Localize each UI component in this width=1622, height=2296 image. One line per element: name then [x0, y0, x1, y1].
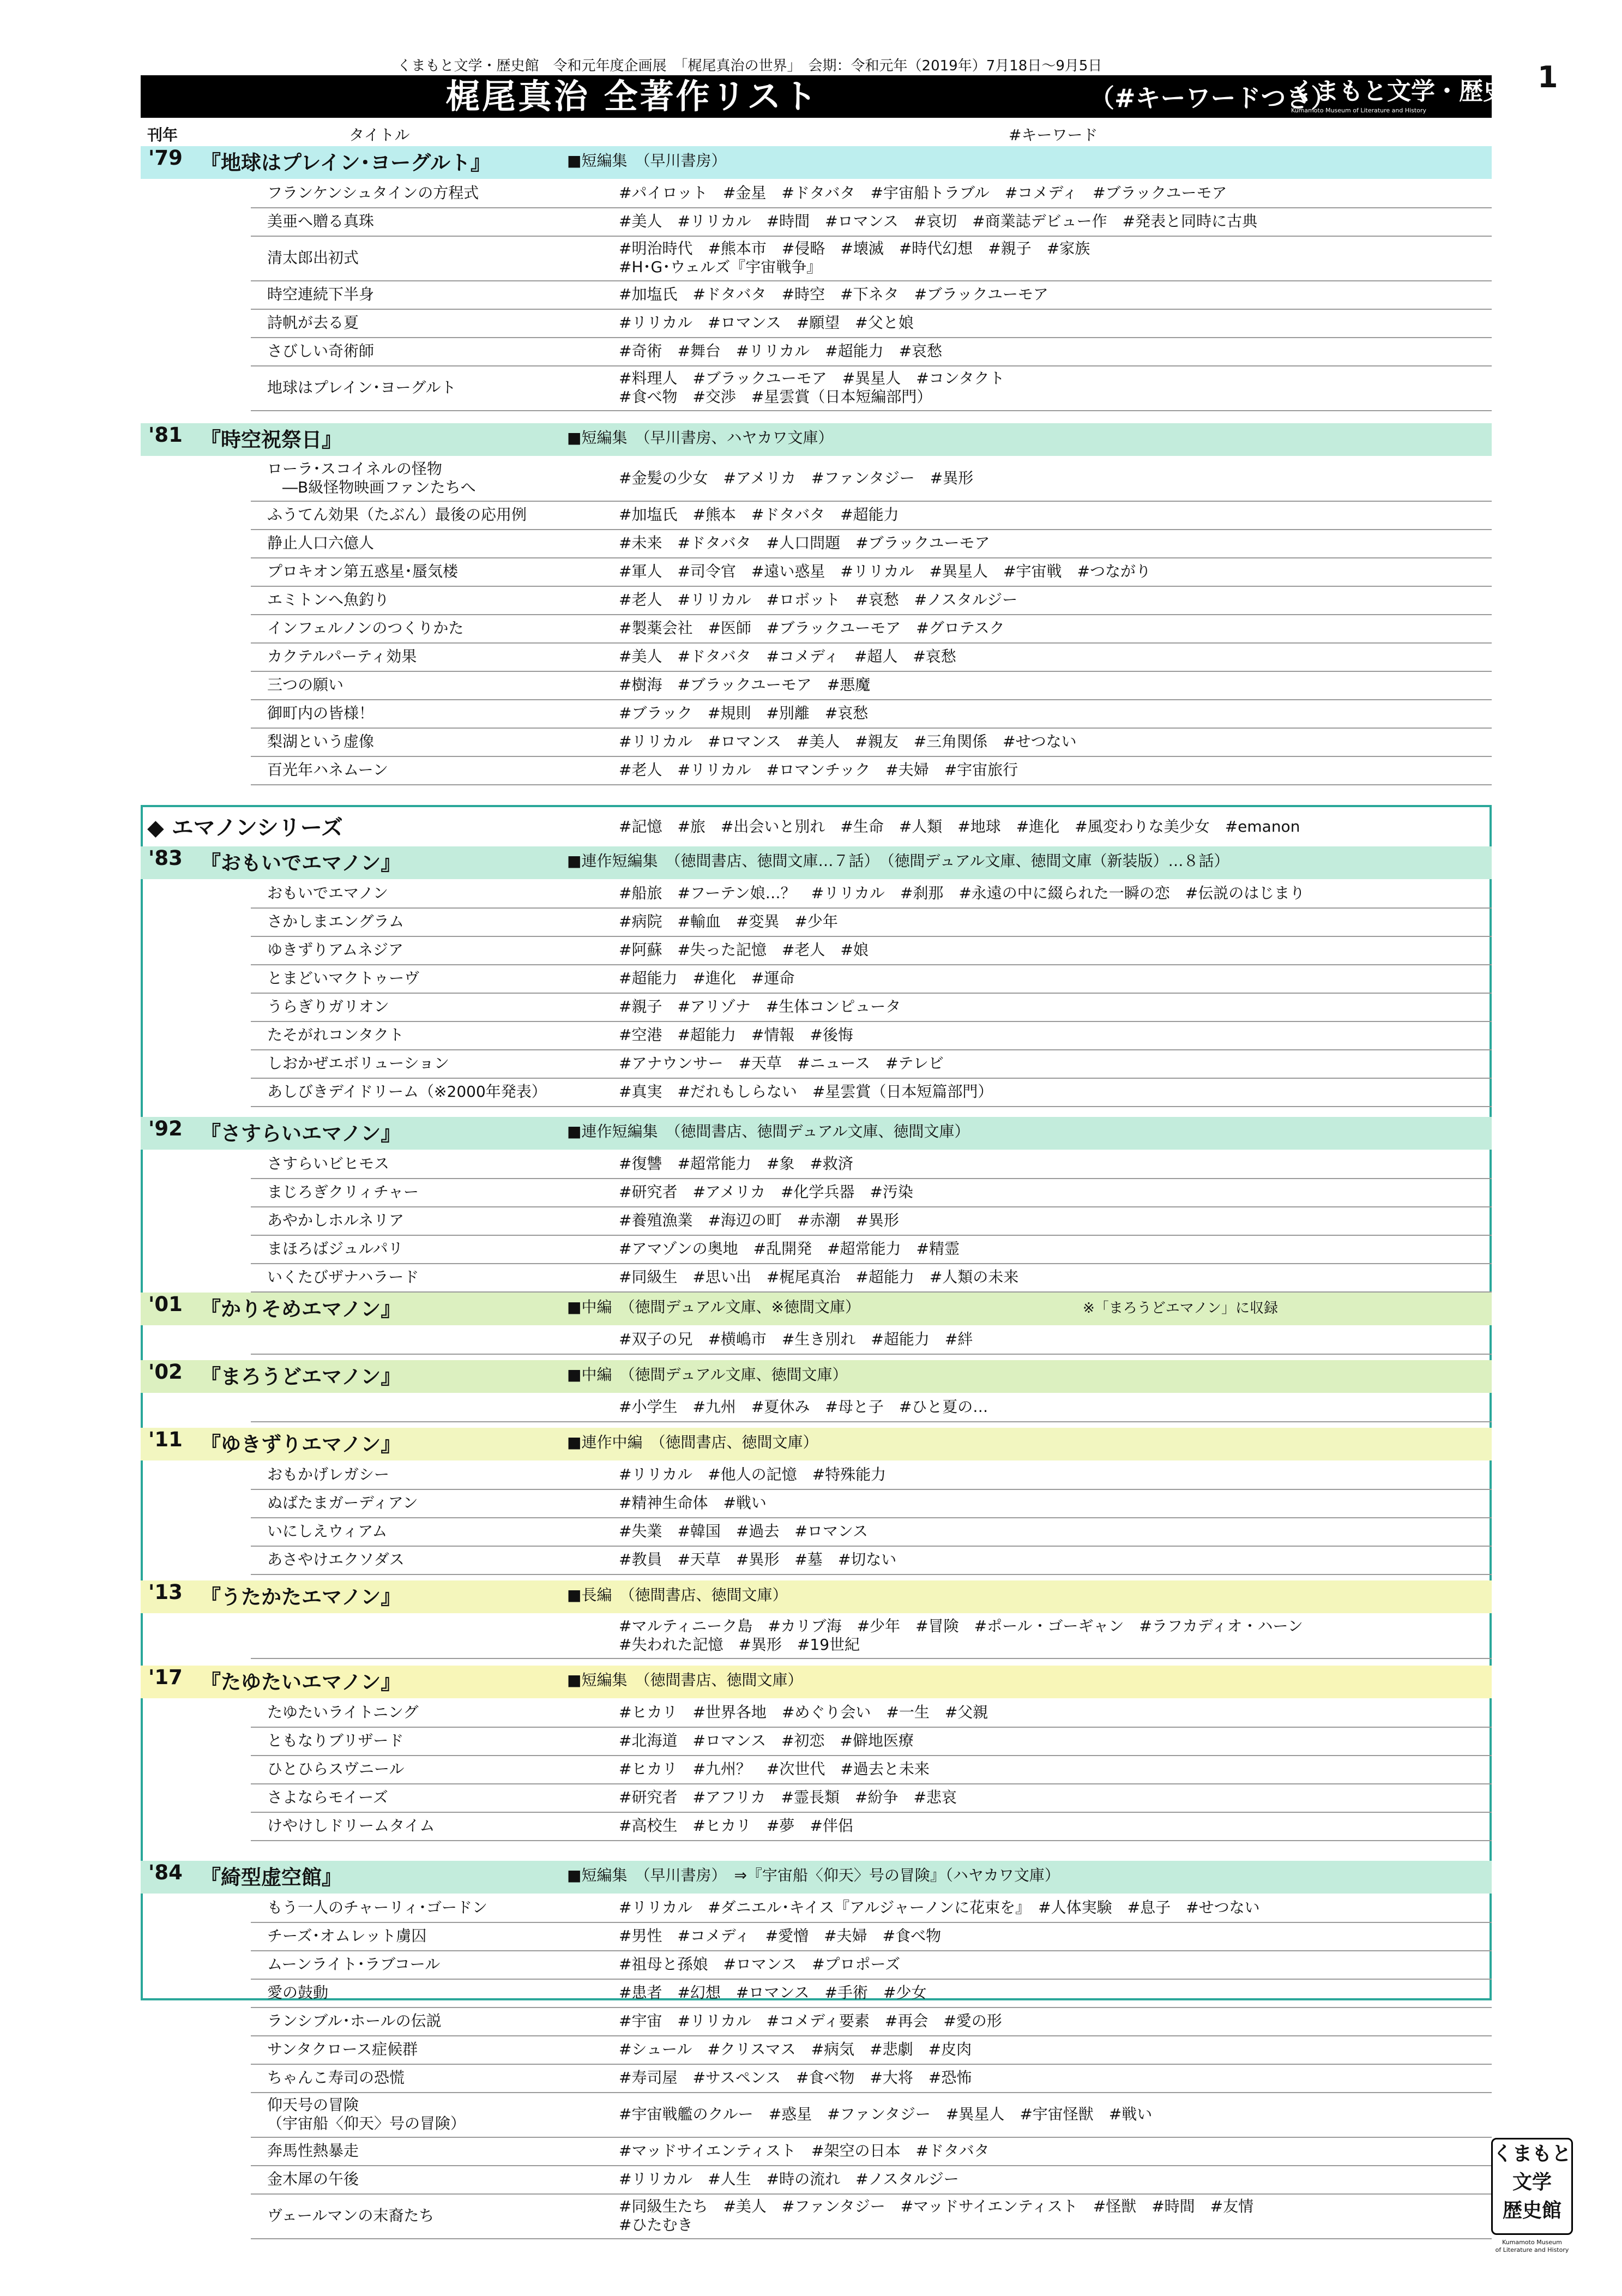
story-keywords: #リリカル #ダニエル･キイス『アルジャーノンに花束を』 #人体実験 #息子 #せつない	[619, 1898, 1260, 1916]
story-keywords: #リリカル #他人の記憶 #特殊能力	[619, 1465, 887, 1483]
series-title: ◆ エマノンシリーズ	[147, 815, 343, 840]
section-publisher-note: ■短編集 （徳間書店、徳間文庫）	[567, 1671, 803, 1689]
story-keywords: #男性 #コメディ #愛憎 #夫婦 #食べ物	[619, 1927, 942, 1945]
story-title: けやけしドリームタイム	[267, 1817, 435, 1835]
story-title: 詩帆が去る夏	[267, 314, 359, 332]
story-keywords: #リリカル #人生 #時の流れ #ノスタルジー	[619, 2170, 959, 2188]
story-row	[251, 309, 1492, 338]
story-row	[251, 964, 1492, 994]
section-year: '11	[148, 1428, 183, 1451]
story-row	[251, 728, 1492, 757]
story-title: さびしい奇術師	[267, 342, 375, 360]
story-keywords: #同級生 #思い出 #梶尾真治 #超能力 #人類の未来	[619, 1268, 1019, 1286]
story-title: たゆたいライトニング	[267, 1703, 419, 1721]
story-keywords: #加塩氏 #ドタバタ #時空 #下ネタ #ブラックユーモア	[619, 285, 1048, 303]
story-keywords: #アマゾンの奥地 #乱開発 #超常能力 #精霊	[619, 1240, 960, 1258]
story-row	[251, 1078, 1492, 1107]
story-title: 梨湖という虚像	[267, 732, 375, 750]
story-title: あさやけエクソダス	[267, 1550, 405, 1568]
section-book-title: 『たゆたいエマノン』	[201, 1670, 401, 1694]
section-header	[141, 1360, 1492, 1393]
story-row	[251, 1755, 1492, 1784]
story-title: いくたびザナハラード	[267, 1268, 419, 1286]
section-year: '83	[148, 846, 183, 870]
story-keywords: #北海道 #ロマンス #初恋 #僻地医療	[619, 1732, 914, 1750]
column-header-title: タイトル	[349, 126, 410, 144]
section-publisher-note: ■連作中編 （徳間書店、徳間文庫）	[567, 1433, 818, 1451]
story-row	[251, 1049, 1492, 1079]
story-keywords: #パイロット #金星 #ドタバタ #宇宙船トラブル #コメディ #ブラックユーモア	[619, 184, 1227, 202]
story-title: ふうてん効果（たぶん）最後の応用例	[267, 506, 527, 524]
story-title: まほろばジュルパリ	[267, 1240, 403, 1258]
story-title: もう一人のチャーリィ･ゴードン	[267, 1898, 488, 1916]
story-row	[251, 529, 1492, 558]
story-title: ゆきずりアムネジア	[267, 941, 404, 959]
story-row	[251, 1150, 1492, 1179]
story-row	[251, 365, 1492, 411]
story-row	[251, 2035, 1492, 2065]
section-book-title: 『さすらいエマノン』	[201, 1122, 401, 1145]
story-row	[251, 280, 1492, 310]
story-row	[251, 2007, 1492, 2036]
story-keywords: #失業 #韓国 #過去 #ロマンス	[619, 1522, 869, 1540]
badge-line-3: 歴史館	[1502, 2199, 1561, 2222]
section-header	[141, 1293, 1492, 1325]
story-row	[251, 1489, 1492, 1518]
story-keywords: #料理人 #ブラックユーモア #異星人 #コンタクト #食べ物 #交渉 #星雲賞（日本短編部門）	[619, 369, 1005, 406]
story-title: サンタクロース症候群	[267, 2040, 418, 2058]
museum-logo-english: Kumamoto Museum of Literature and History	[1291, 107, 1427, 114]
story-keywords: #樹海 #ブラックユーモア #悪魔	[619, 676, 871, 694]
story-keywords: #宇宙戦艦のクルー #惑星 #ファンタジー #異星人 #宇宙怪獣 #戦い	[619, 2105, 1153, 2123]
story-keywords: #病院 #輸血 #変異 #少年	[619, 912, 838, 930]
column-header-keyword: #キーワード	[1009, 126, 1098, 144]
section-year: '13	[148, 1580, 183, 1604]
section-book-title: 『時空祝祭日』	[201, 428, 342, 452]
section-publisher-note: ■連作短編集 （徳間書店、徳間文庫…７話） （徳間デュアル文庫、徳間文庫（新装版）…８話）	[567, 852, 1229, 870]
section-year: '81	[148, 423, 183, 447]
story-keywords: #精神生命体 #戦い	[619, 1494, 767, 1512]
story-keywords: #船旅 #フーテン娘…？ #リリカル #刹那 #永遠の中に綴られた一瞬の恋 #伝説のはじまり	[619, 884, 1305, 902]
story-keywords: #リリカル #ロマンス #美人 #親友 #三角関係 #せつない	[619, 732, 1077, 750]
column-header-year: 刊年	[147, 126, 178, 144]
story-keywords: #奇術 #舞台 #リリカル #超能力 #哀愁	[619, 342, 943, 360]
page-number: 1	[1537, 60, 1558, 94]
story-keywords: #美人 #リリカル #時間 #ロマンス #哀切 #商業誌デビュー作 #発表と同時に古典	[619, 212, 1258, 230]
section-publisher-note: ■長編 （徳間書店、徳間文庫）	[567, 1586, 788, 1604]
story-title: ともなりブリザード	[267, 1732, 404, 1750]
badge-line-2: 文学	[1512, 2171, 1552, 2193]
story-title: ちゃんこ寿司の恐慌	[267, 2069, 405, 2087]
story-keywords: #研究者 #アメリカ #化学兵器 #汚染	[619, 1183, 913, 1201]
story-row	[251, 2064, 1492, 2093]
section-header	[141, 846, 1492, 879]
series-keywords: #記憶 #旅 #出会いと別れ #生命 #人類 #地球 #進化 #風変わりな美少女 #emanon	[619, 818, 1300, 836]
section-year: '92	[148, 1117, 183, 1140]
story-row	[251, 2137, 1492, 2166]
story-row	[251, 1517, 1492, 1547]
story-row	[251, 614, 1492, 644]
story-title: 奔馬性熱暴走	[267, 2142, 359, 2160]
story-row	[251, 1698, 1492, 1728]
story-row	[251, 907, 1492, 937]
section-year: '17	[148, 1666, 183, 1689]
story-row	[251, 1979, 1492, 2008]
section-book-title: 『綺型虚空館』	[201, 1866, 342, 1889]
story-keywords: #教員 #天草 #異形 #墓 #切ない	[619, 1550, 897, 1568]
story-keywords: #アナウンサー #天草 #ニュース #テレビ	[619, 1054, 944, 1072]
section-book-title: 『まろうどエマノン』	[201, 1365, 401, 1389]
story-keywords: #明治時代 #熊本市 #侵略 #壊滅 #時代幻想 #親子 #家族 #H･G･ウェルズ『宇宙戦争』	[619, 239, 1090, 276]
section-header	[141, 1580, 1492, 1613]
section-publisher-note: ■短編集 （早川書房）	[567, 152, 727, 170]
story-row	[251, 1393, 1492, 1422]
section-publisher-note: ■中編 （徳間デュアル文庫、徳間文庫）	[567, 1366, 848, 1384]
story-row	[251, 1812, 1492, 1841]
section-publisher-note: ■短編集 （早川書房） ⇒『宇宙船〈仰天〉号の冒険』（ハヤカワ文庫）	[567, 1866, 1060, 1884]
exhibition-caption: くまもと文学・歴史館 令和元年度企画展 「梶尾真治の世界」 会期：令和元年（2019年）7月18日～9月5日	[397, 58, 1102, 74]
story-row	[251, 557, 1492, 587]
story-title: いにしえウィアム	[267, 1522, 388, 1540]
story-keywords: #真実 #だれもしらない #星雲賞（日本短篇部門）	[619, 1083, 993, 1101]
story-title: うらぎりガリオン	[267, 997, 389, 1015]
story-keywords: #空港 #超能力 #情報 #後悔	[619, 1026, 853, 1044]
story-row	[251, 993, 1492, 1022]
story-keywords: #シュール #クリスマス #病気 #悲劇 #皮肉	[619, 2040, 972, 2058]
story-title: 三つの願い	[267, 676, 344, 694]
story-row	[251, 456, 1492, 502]
story-keywords: #宇宙 #リリカル #コメディ要素 #再会 #愛の形	[619, 2012, 1002, 2030]
story-keywords: #加塩氏 #熊本 #ドタバタ #超能力	[619, 506, 899, 524]
story-keywords: #美人 #ドタバタ #コメディ #超人 #哀愁	[619, 647, 956, 665]
story-row	[251, 337, 1492, 366]
story-row	[251, 671, 1492, 700]
story-title: とまどいマクトゥーヴ	[267, 969, 420, 987]
story-keywords: #老人 #リリカル #ロマンチック #夫婦 #宇宙旅行	[619, 761, 1018, 779]
story-keywords: #リリカル #ロマンス #願望 #父と娘	[619, 314, 914, 332]
story-keywords: #高校生 #ヒカリ #夢 #伴侶	[619, 1817, 853, 1835]
badge-line-1: くまもと	[1493, 2142, 1572, 2165]
museum-badge	[1491, 2138, 1573, 2235]
story-keywords: #ヒカリ #九州？ #次世代 #過去と未来	[619, 1760, 930, 1778]
story-title: 地球はプレイン･ヨーグルト	[267, 378, 456, 396]
story-title: ランシブル･ホールの伝説	[267, 2012, 442, 2030]
story-title: おもいでエマノン	[267, 884, 389, 902]
story-row	[251, 1922, 1492, 1951]
section-book-title: 『地球はプレイン･ヨーグルト』	[201, 151, 491, 175]
story-keywords: #未来 #ドタバタ #人口問題 #ブラックユーモア	[619, 534, 990, 552]
story-title: チーズ･オムレット虜囚	[267, 1927, 427, 1945]
story-title: さすらいビヒモス	[267, 1155, 390, 1173]
museum-badge-english	[1486, 2239, 1578, 2254]
story-keywords: #マッドサイエンティスト #架空の日本 #ドタバタ	[619, 2142, 990, 2160]
story-row	[251, 1950, 1492, 1980]
story-title: 仰天号の冒険 （宇宙船〈仰天〉号の冒険）	[267, 2096, 466, 2132]
story-row	[251, 1325, 1492, 1355]
story-title: 静止人口六億人	[267, 534, 375, 552]
story-title: 美亜へ贈る真珠	[267, 212, 375, 230]
story-keywords: #軍人 #司令官 #遠い惑星 #リリカル #異星人 #宇宙戦 #つながり	[619, 562, 1151, 580]
section-year: '02	[148, 1360, 183, 1384]
section-publisher-note: ■中編 （徳間デュアル文庫、※徳間文庫）	[567, 1298, 860, 1316]
story-row	[251, 1546, 1492, 1575]
section-year: '79	[148, 146, 183, 170]
story-row	[251, 236, 1492, 281]
story-keywords: #老人 #リリカル #ロボット #哀愁 #ノスタルジー	[619, 591, 1018, 609]
story-title: インフェルノンのつくりかた	[267, 619, 464, 637]
story-row	[251, 642, 1492, 672]
section-year: '01	[148, 1293, 183, 1316]
story-title: ローラ･スコイネルの怪物 ―B級怪物映画ファンたちへ	[267, 460, 476, 496]
story-title: プロキオン第五惑星･蜃気楼	[267, 562, 459, 580]
story-row	[251, 756, 1492, 785]
story-row	[251, 1021, 1492, 1050]
section-publisher-note: ■短編集 （早川書房、ハヤカワ文庫）	[567, 429, 834, 447]
story-row	[251, 501, 1492, 530]
section-header	[141, 1428, 1492, 1460]
museum-logo: くまもと文学・歴史館	[1291, 77, 1531, 105]
story-title: ムーンライト･ラブコール	[267, 1955, 441, 1973]
badge-english-1: Kumamoto Museum	[1502, 2239, 1562, 2246]
story-title: 清太郎出初式	[267, 249, 359, 267]
story-keywords: #復讐 #超常能力 #象 #救済	[619, 1155, 853, 1173]
section-header	[141, 423, 1492, 456]
story-keywords: #金髪の少女 #アメリカ #ファンタジー #異形	[619, 469, 974, 487]
story-row	[251, 1178, 1492, 1207]
story-keywords: #小学生 #九州 #夏休み #母と子 #ひと夏の…	[619, 1398, 988, 1416]
badge-english-2: of Literature and History	[1495, 2246, 1569, 2253]
page-title: 梶尾真治 全著作リスト	[446, 76, 819, 116]
story-title: まじろぎクリィチャー	[267, 1183, 419, 1201]
story-title: ヴェールマンの末裔たち	[267, 2207, 435, 2225]
story-row	[251, 936, 1492, 965]
page-subtitle: （#キーワードつき）	[1089, 83, 1336, 113]
story-keywords: #超能力 #進化 #運命	[619, 969, 795, 987]
section-book-title: 『かりそめエマノン』	[201, 1297, 401, 1321]
story-row	[251, 2092, 1492, 2138]
section-book-title: 『おもいでエマノン』	[201, 851, 401, 875]
story-keywords: #寿司屋 #サスペンス #食べ物 #大将 #恐怖	[619, 2069, 972, 2087]
story-row	[251, 699, 1492, 729]
story-title: 金木犀の午後	[267, 2170, 359, 2188]
story-title: おもかげレガシー	[267, 1465, 390, 1483]
story-keywords: #ヒカリ #世界各地 #めぐり会い #一生 #父親	[619, 1703, 988, 1721]
story-row	[251, 1460, 1492, 1490]
story-row	[251, 1263, 1492, 1293]
section-publisher-note: ■連作短編集 （徳間書店、徳間デュアル文庫、徳間文庫）	[567, 1122, 970, 1140]
story-keywords: #親子 #アリゾナ #生体コンピュータ	[619, 997, 901, 1015]
story-row	[251, 1206, 1492, 1236]
section-year: '84	[148, 1861, 183, 1884]
story-title: 時空連続下半身	[267, 285, 375, 303]
story-keywords: #阿蘇 #失った記憶 #老人 #娘	[619, 941, 869, 959]
story-row	[251, 586, 1492, 615]
story-row	[251, 1235, 1492, 1264]
section-header	[141, 146, 1492, 179]
section-header	[141, 1117, 1492, 1150]
story-keywords: #マルティニーク島 #カリブ海 #少年 #冒険 #ポール・ゴーギャン #ラフカディオ・ハーン #失われた記憶 #異形 #19世紀	[619, 1617, 1303, 1654]
story-title: 愛の鼓動	[267, 1984, 329, 2002]
section-book-title: 『うたかたエマノン』	[201, 1585, 401, 1609]
section-header	[141, 1666, 1492, 1698]
story-row	[251, 207, 1492, 237]
story-row	[251, 1613, 1492, 1659]
story-keywords: #製薬会社 #医師 #ブラックユーモア #グロテスク	[619, 619, 1005, 637]
story-title: さかしまエングラム	[267, 912, 405, 930]
story-row	[251, 1727, 1492, 1756]
story-row	[251, 2165, 1492, 2195]
story-title: 百光年ハネムーン	[267, 761, 389, 779]
story-keywords: #双子の兄 #横嶋市 #生き別れ #超能力 #絆	[619, 1330, 973, 1348]
story-title: しおかぜエボリューション	[267, 1054, 450, 1072]
story-row	[251, 1894, 1492, 1923]
story-keywords: #研究者 #アフリカ #霊長類 #紛争 #悲哀	[619, 1788, 957, 1806]
story-keywords: #同級生たち #美人 #ファンタジー #マッドサイエンティスト #怪獣 #時間 #友情 #ひたむき	[619, 2197, 1254, 2234]
story-title: ひとひらスヴニール	[267, 1760, 405, 1778]
story-title: フランケンシュタインの方程式	[267, 184, 479, 202]
story-title: エミトンへ魚釣り	[267, 591, 390, 609]
story-title: あやかしホルネリア	[267, 1211, 405, 1229]
story-keywords: #ブラック #規則 #別離 #哀愁	[619, 704, 869, 722]
story-row	[251, 179, 1492, 208]
story-row	[251, 2193, 1492, 2239]
story-title: たそがれコンタクト	[267, 1026, 404, 1044]
story-row	[251, 1783, 1492, 1813]
story-keywords: #患者 #幻想 #ロマンス #手術 #少女	[619, 1984, 927, 2002]
story-keywords: #祖母と孫娘 #ロマンス #プロポーズ	[619, 1955, 901, 1973]
story-title: ぬばたまガーディアン	[267, 1494, 418, 1512]
section-header	[141, 1861, 1492, 1894]
story-keywords: #養殖漁業 #海辺の町 #赤潮 #異形	[619, 1211, 899, 1229]
story-row	[251, 879, 1492, 909]
section-book-title: 『ゆきずりエマノン』	[201, 1433, 401, 1456]
story-title: カクテルパーティ効果	[267, 647, 417, 665]
story-title: あしびきデイドリーム（※2000年発表）	[267, 1083, 547, 1101]
section-extra-note: ※「まろうどエマノン」に収録	[1083, 1300, 1278, 1317]
story-title: 御町内の皆様！	[267, 704, 375, 722]
story-title: さよならモイーズ	[267, 1788, 388, 1806]
